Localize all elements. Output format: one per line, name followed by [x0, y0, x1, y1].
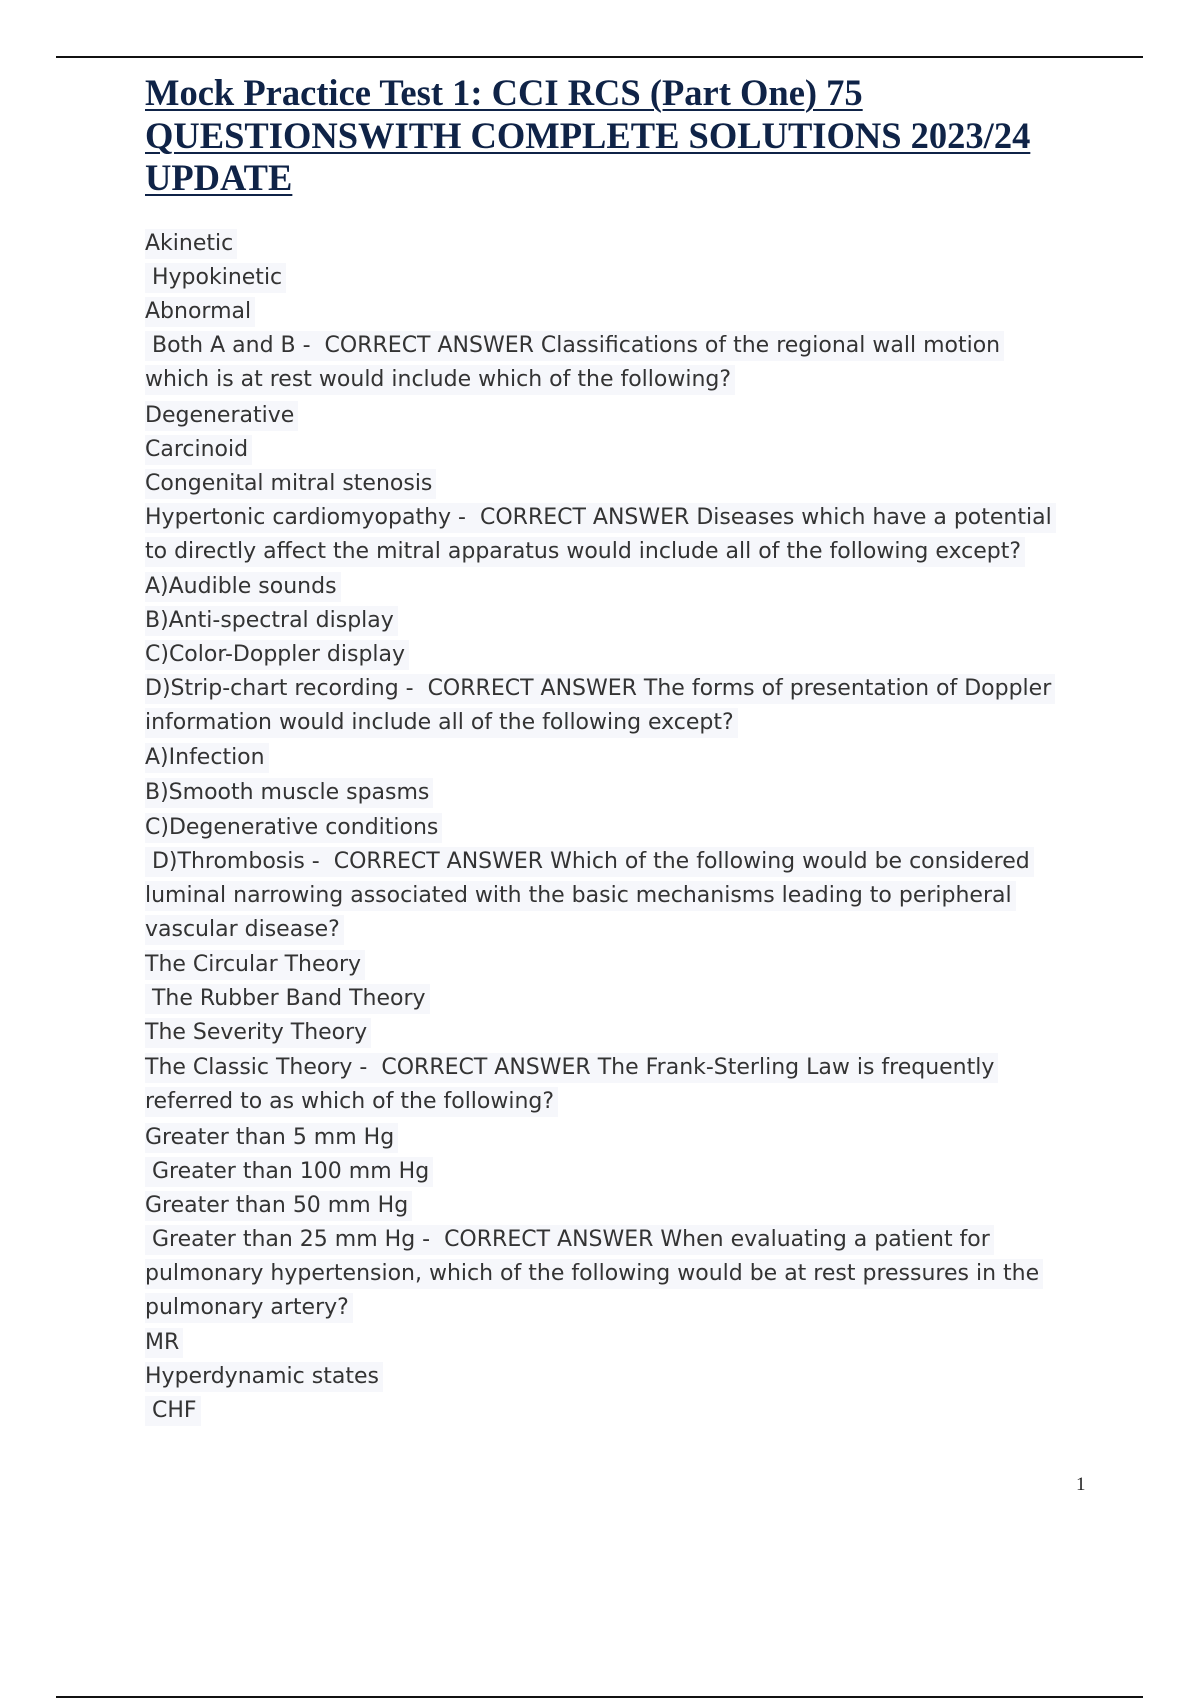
- text-line: The Classic Theory - CORRECT ANSWER The Frank-Sterling Law is frequently: [145, 1053, 998, 1083]
- text-line: Congenital mitral stenosis: [145, 469, 436, 499]
- text-line: C)Color-Doppler display: [145, 640, 409, 670]
- text-line: D)Thrombosis - CORRECT ANSWER Which of the following would be considered: [145, 847, 1034, 877]
- text-line: Akinetic: [145, 229, 237, 259]
- text-line: B)Anti-spectral display: [145, 606, 398, 636]
- text-line: Degenerative: [145, 401, 298, 431]
- text-line: Greater than 25 mm Hg - CORRECT ANSWER When evaluating a patient for: [145, 1225, 994, 1255]
- text-line: A)Infection: [145, 743, 269, 773]
- text-line: CHF: [145, 1396, 201, 1426]
- document-title: [145, 72, 1105, 200]
- text-line: information would include all of the following except?: [145, 708, 738, 738]
- text-line: vascular disease?: [145, 915, 344, 945]
- text-line: Greater than 100 mm Hg: [145, 1157, 433, 1187]
- text-line: Hypertonic cardiomyopathy - CORRECT ANSWER Diseases which have a potential: [145, 503, 1056, 533]
- text-line: which is at rest would include which of the following?: [145, 365, 735, 395]
- text-line: A)Audible sounds: [145, 572, 341, 602]
- text-line: Abnormal: [145, 297, 255, 327]
- text-line: pulmonary hypertension, which of the following would be at rest pressures in the: [145, 1259, 1043, 1289]
- text-line: Hyperdynamic states: [145, 1362, 383, 1392]
- bottom-rule: [56, 1696, 1143, 1698]
- text-line: D)Strip-chart recording - CORRECT ANSWER The forms of presentation of Doppler: [145, 674, 1055, 704]
- text-line: Carcinoid: [145, 435, 252, 465]
- text-line: pulmonary artery?: [145, 1293, 353, 1323]
- text-line: The Circular Theory: [145, 950, 365, 980]
- text-line: referred to as which of the following?: [145, 1087, 558, 1117]
- top-rule: [56, 56, 1143, 58]
- text-line: C)Degenerative conditions: [145, 813, 442, 843]
- text-line: Hypokinetic: [145, 263, 286, 293]
- text-line: Greater than 5 mm Hg: [145, 1123, 398, 1153]
- title-line: UPDATE: [145, 157, 293, 198]
- text-line: The Rubber Band Theory: [145, 984, 430, 1014]
- text-line: Greater than 50 mm Hg: [145, 1191, 412, 1221]
- title-line: QUESTIONSWITH COMPLETE SOLUTIONS 2023/24: [145, 114, 1031, 156]
- text-line: to directly affect the mitral apparatus would include all of the following except?: [145, 537, 1025, 567]
- text-line: MR: [145, 1328, 183, 1358]
- title-line: Mock Practice Test 1: CCI RCS (Part One) 75: [145, 72, 863, 113]
- page-number: 1: [1076, 1474, 1086, 1495]
- text-line: luminal narrowing associated with the basic mechanisms leading to peripheral: [145, 881, 1016, 911]
- text-line: B)Smooth muscle spasms: [145, 778, 433, 808]
- text-line: Both A and B - CORRECT ANSWER Classifications of the regional wall motion: [145, 331, 1004, 361]
- text-line: The Severity Theory: [145, 1018, 371, 1048]
